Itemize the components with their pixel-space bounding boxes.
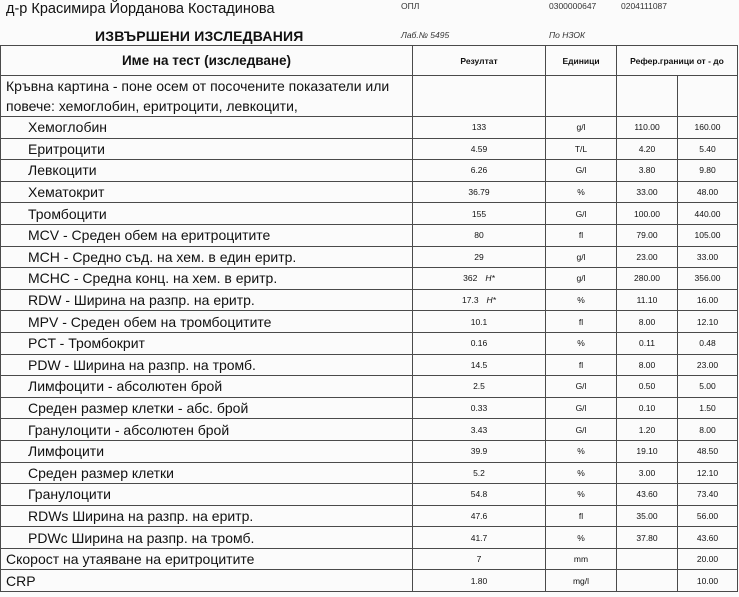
- test-name: PCT - Тромбокрит: [1, 332, 413, 354]
- unit-cell: fl: [546, 505, 617, 527]
- ref-from-cell: 11.10: [617, 289, 678, 311]
- result-cell: [413, 160, 546, 182]
- test-name: Лимфоцити: [1, 440, 413, 462]
- test-name: Хематокрит: [1, 181, 413, 203]
- ref-from-cell: 0.50: [617, 376, 678, 398]
- result-value: 29: [474, 251, 484, 262]
- test-name: Еритроцити: [1, 138, 413, 160]
- ref-from-cell: 0.11: [617, 332, 678, 354]
- table-row: [1, 181, 738, 203]
- results-table: [0, 45, 738, 592]
- test-name: MCHC - Средна конц. на хем. в еритр.: [1, 268, 413, 290]
- ref-to-cell: 356.00: [678, 268, 738, 290]
- result-flag: H*: [485, 273, 495, 284]
- table-row: [1, 289, 738, 311]
- result-cell: [413, 548, 546, 570]
- column-header-units: Единици: [546, 46, 617, 76]
- table-row: [1, 505, 738, 527]
- ref-from-cell: 8.00: [617, 311, 678, 333]
- table-row: [1, 246, 738, 268]
- ref-to-cell: 12.10: [678, 462, 738, 484]
- unit-cell: G/l: [546, 419, 617, 441]
- code-1: 0300000647: [549, 1, 597, 11]
- ref-from-cell: 3.00: [617, 462, 678, 484]
- result-value: 4.59: [470, 143, 488, 154]
- table-header-row: [1, 46, 738, 76]
- test-name: Гранулоцити: [1, 484, 413, 506]
- unit-cell: %: [546, 332, 617, 354]
- empty-cell: [413, 76, 546, 117]
- table-row: [1, 268, 738, 290]
- unit-cell: T/L: [546, 138, 617, 160]
- table-row: [1, 117, 738, 139]
- result-value: 36.79: [468, 187, 490, 198]
- result-value: 14.5: [470, 359, 488, 370]
- table-row-intro: [1, 76, 738, 117]
- table-row: [1, 548, 738, 570]
- ref-from-cell: 1.20: [617, 419, 678, 441]
- table-row: [1, 484, 738, 506]
- ref-to-cell: 48.50: [678, 440, 738, 462]
- empty-cell: [617, 76, 678, 117]
- ref-from-cell: 0.10: [617, 397, 678, 419]
- result-cell: [413, 138, 546, 160]
- ref-to-cell: 10.00: [678, 570, 738, 592]
- test-name: Скорост на утаяване на еритроцитите: [1, 548, 413, 570]
- result-cell: [413, 268, 546, 290]
- doctor-name: д-р Красимира Йорданова Костадинова: [6, 1, 275, 17]
- result-cell: [413, 376, 546, 398]
- ref-to-cell: 1.50: [678, 397, 738, 419]
- result-cell: [413, 570, 546, 592]
- ref-from-cell: 43.60: [617, 484, 678, 506]
- ref-from-cell: 19.10: [617, 440, 678, 462]
- result-value: 6.26: [470, 165, 488, 176]
- result-value: 0.33: [470, 403, 488, 414]
- unit-cell: mm: [546, 548, 617, 570]
- opl-label: ОПЛ: [401, 1, 420, 11]
- test-name: Среден размер клетки: [1, 462, 413, 484]
- ref-from-cell: 35.00: [617, 505, 678, 527]
- unit-cell: G/l: [546, 397, 617, 419]
- ref-to-cell: 20.00: [678, 548, 738, 570]
- result-cell: [413, 289, 546, 311]
- table-row: [1, 397, 738, 419]
- column-header-name: Име на тест (изследване): [1, 46, 413, 76]
- test-name: Среден размер клетки - абс. брой: [1, 397, 413, 419]
- test-name: Гранулоцити - абсолютен брой: [1, 419, 413, 441]
- unit-cell: fl: [546, 224, 617, 246]
- result-value: 54.8: [470, 489, 488, 500]
- result-value: 80: [474, 230, 484, 241]
- ref-from-cell: 4.20: [617, 138, 678, 160]
- nzok-label: По НЗОК: [549, 30, 586, 40]
- table-row: [1, 527, 738, 549]
- ref-from-cell: 23.00: [617, 246, 678, 268]
- table-row: [1, 354, 738, 376]
- lab-number: Лаб.№ 5495: [401, 30, 450, 40]
- intro-text: Кръвна картина - поне осем от посочените показатели или повече: хемоглобин, еритроцити, левкоцити,: [1, 76, 413, 117]
- test-name: RDW - Ширина на разпр. на еритр.: [1, 289, 413, 311]
- ref-to-cell: 440.00: [678, 203, 738, 225]
- ref-to-cell: 48.00: [678, 181, 738, 203]
- test-name: Хемоглобин: [1, 117, 413, 139]
- ref-from-cell: 280.00: [617, 268, 678, 290]
- ref-from-cell: [617, 570, 678, 592]
- report-header: [0, 0, 739, 46]
- unit-cell: fl: [546, 354, 617, 376]
- result-cell: [413, 311, 546, 333]
- ref-from-cell: 79.00: [617, 224, 678, 246]
- ref-from-cell: 110.00: [617, 117, 678, 139]
- result-cell: [413, 224, 546, 246]
- result-value: 39.9: [470, 446, 488, 457]
- table-row: [1, 440, 738, 462]
- result-value: 2.5: [473, 381, 485, 392]
- ref-to-cell: 16.00: [678, 289, 738, 311]
- unit-cell: mg/l: [546, 570, 617, 592]
- result-value: 155: [471, 208, 487, 219]
- result-flag: H*: [486, 295, 496, 306]
- ref-to-cell: 0.48: [678, 332, 738, 354]
- table-row: [1, 311, 738, 333]
- ref-from-cell: 33.00: [617, 181, 678, 203]
- result-value: 5.2: [473, 467, 485, 478]
- result-cell: [413, 354, 546, 376]
- result-value: 133: [471, 122, 487, 133]
- ref-to-cell: 105.00: [678, 224, 738, 246]
- result-value: 17.3: [462, 295, 479, 306]
- unit-cell: G/l: [546, 160, 617, 182]
- test-name: MPV - Среден обем на тромбоцитите: [1, 311, 413, 333]
- unit-cell: fl: [546, 311, 617, 333]
- ref-to-cell: 9.80: [678, 160, 738, 182]
- result-cell: [413, 203, 546, 225]
- result-value: 41.7: [470, 532, 488, 543]
- ref-to-cell: 23.00: [678, 354, 738, 376]
- ref-to-cell: 43.60: [678, 527, 738, 549]
- result-cell: [413, 397, 546, 419]
- test-name: PDWc Ширина на разпр. на тромб.: [1, 527, 413, 549]
- report-title: ИЗВЪРШЕНИ ИЗСЛЕДВАНИЯ: [95, 28, 304, 44]
- column-header-reference: Рефер.граници от - до: [617, 46, 738, 76]
- code-2: 0204111087: [621, 1, 668, 11]
- table-row: [1, 570, 738, 592]
- test-name: MCH - Средно съд. на хем. в един еритр.: [1, 246, 413, 268]
- unit-cell: %: [546, 181, 617, 203]
- result-cell: [413, 181, 546, 203]
- result-value: 0.16: [470, 338, 488, 349]
- test-name: Лимфоцити - абсолютен брой: [1, 376, 413, 398]
- table-row: [1, 203, 738, 225]
- test-name: CRP: [1, 570, 413, 592]
- result-cell: [413, 484, 546, 506]
- result-cell: [413, 527, 546, 549]
- ref-from-cell: 100.00: [617, 203, 678, 225]
- result-value: 1.80: [470, 575, 488, 586]
- result-cell: [413, 419, 546, 441]
- column-header-result: Резултат: [413, 46, 546, 76]
- empty-cell: [546, 76, 617, 117]
- test-name: PDW - Ширина на разпр. на тромб.: [1, 354, 413, 376]
- result-cell: [413, 462, 546, 484]
- unit-cell: g/l: [546, 246, 617, 268]
- unit-cell: %: [546, 484, 617, 506]
- unit-cell: %: [546, 462, 617, 484]
- result-value: 47.6: [470, 510, 488, 521]
- result-cell: [413, 440, 546, 462]
- result-value: 3.43: [470, 424, 488, 435]
- ref-to-cell: 56.00: [678, 505, 738, 527]
- table-row: [1, 376, 738, 398]
- unit-cell: %: [546, 440, 617, 462]
- result-value: 362: [463, 273, 478, 284]
- result-value: 7: [476, 554, 482, 565]
- ref-to-cell: 5.40: [678, 138, 738, 160]
- ref-to-cell: 160.00: [678, 117, 738, 139]
- table-row: [1, 224, 738, 246]
- ref-from-cell: [617, 548, 678, 570]
- ref-to-cell: 12.10: [678, 311, 738, 333]
- table-row: [1, 419, 738, 441]
- result-value: 10.1: [470, 316, 488, 327]
- ref-to-cell: 5.00: [678, 376, 738, 398]
- empty-cell: [678, 76, 738, 117]
- table-row: [1, 138, 738, 160]
- unit-cell: G/l: [546, 376, 617, 398]
- unit-cell: G/l: [546, 203, 617, 225]
- unit-cell: %: [546, 527, 617, 549]
- result-cell: [413, 246, 546, 268]
- ref-to-cell: 33.00: [678, 246, 738, 268]
- test-name: MCV - Среден обем на еритроцитите: [1, 224, 413, 246]
- test-name: RDWs Ширина на разпр. на еритр.: [1, 505, 413, 527]
- table-row: [1, 462, 738, 484]
- test-name: Тромбоцити: [1, 203, 413, 225]
- ref-from-cell: 37.80: [617, 527, 678, 549]
- result-cell: [413, 332, 546, 354]
- table-row: [1, 160, 738, 182]
- result-cell: [413, 505, 546, 527]
- table-row: [1, 332, 738, 354]
- ref-to-cell: 8.00: [678, 419, 738, 441]
- unit-cell: g/l: [546, 117, 617, 139]
- ref-from-cell: 8.00: [617, 354, 678, 376]
- ref-to-cell: 73.40: [678, 484, 738, 506]
- ref-from-cell: 3.80: [617, 160, 678, 182]
- unit-cell: g/l: [546, 268, 617, 290]
- result-cell: [413, 117, 546, 139]
- test-name: Левкоцити: [1, 160, 413, 182]
- unit-cell: %: [546, 289, 617, 311]
